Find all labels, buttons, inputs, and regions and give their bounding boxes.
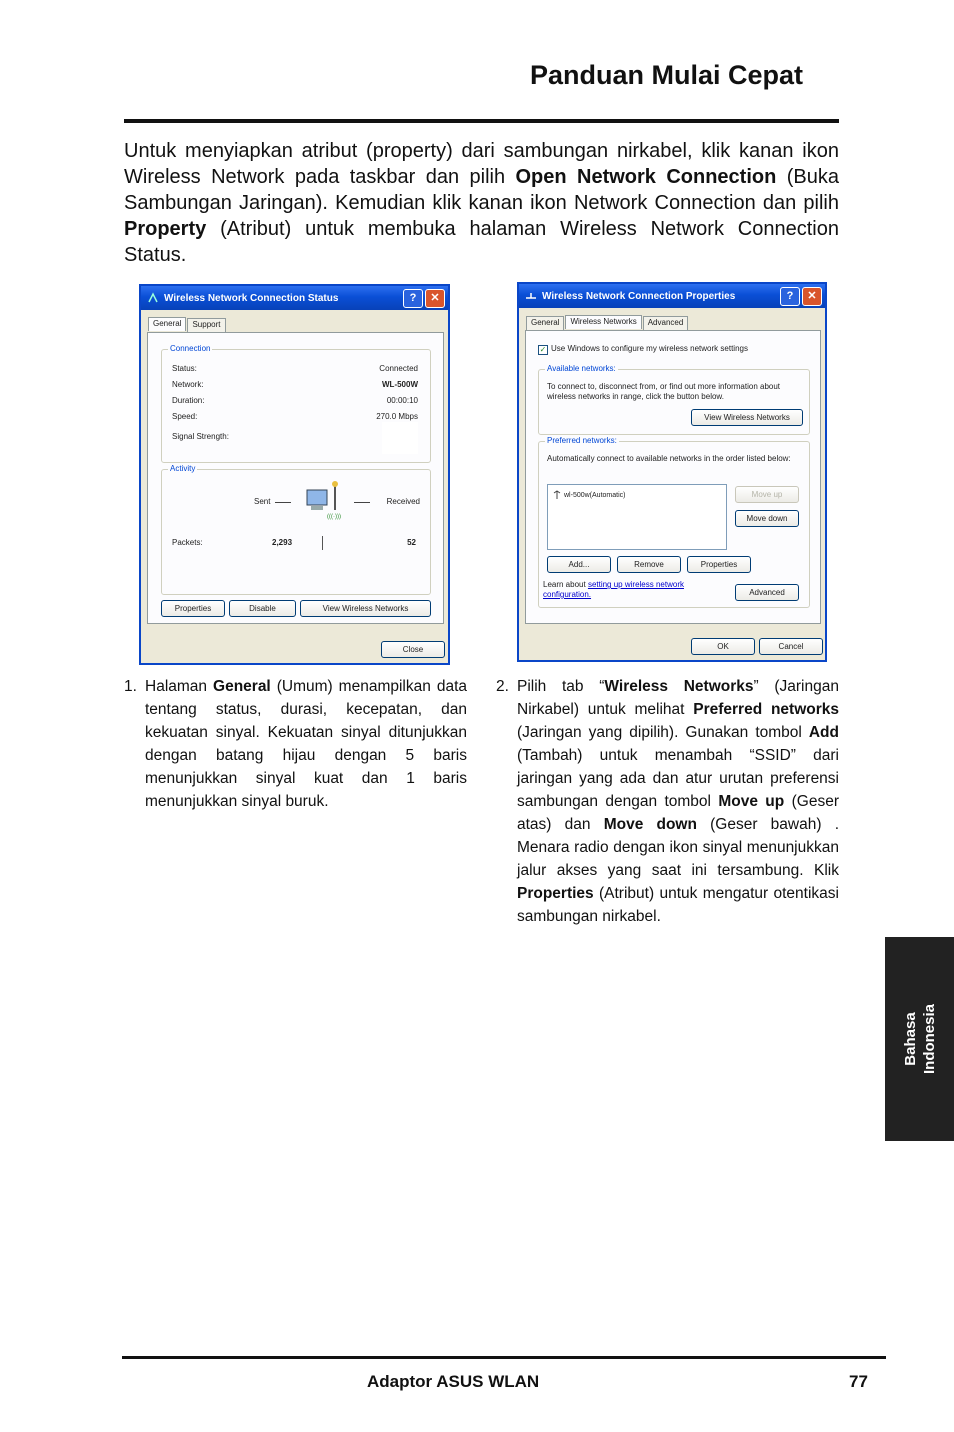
remove-button[interactable]: Remove [617,556,681,573]
advanced-button[interactable]: Advanced [735,584,799,601]
packets-sent-value: 2,293 [272,538,293,547]
status-window-title: Wireless Network Connection Status [164,292,339,304]
properties-window-titlebar [519,284,825,308]
duration-value: 00:00:10 [386,396,418,405]
caption-text: (Umum) menampilkan data tentang status, durasi, kecepatan, dan kekuatan sinyal. Kekuatan sinyal ditunjukkan dengan batang hijau dengan 5 baris menunjukkan sinyal kuat dan 1 baris menunjukkan sinyal buruk. [145,678,467,810]
signal-strength-label: Signal Strength: [172,432,229,441]
checkbox-label: Use Windows to configure my wireless network settings [551,344,748,353]
help-button[interactable]: ? [403,289,423,308]
wireless-icon [147,292,159,304]
caption-bold: Wireless Networks [604,678,754,695]
network-label: Network: [172,380,204,389]
page-title: Panduan Mulai Cepat [529,60,803,90]
footer-product: Adaptor ASUS WLAN [367,1372,540,1391]
status-window [139,284,450,665]
status-panel [147,332,444,624]
sent-label: Sent [254,497,271,506]
disable-button[interactable]: Disable [229,600,296,617]
tab-support[interactable]: Support [187,318,225,332]
wireless-networks-panel [525,330,821,624]
caption-bold: Move up [718,793,785,810]
intro-bold-property: Property [124,218,207,240]
cancel-button[interactable]: Cancel [759,638,823,655]
learn-about-text [543,580,723,600]
status-tabs [148,318,227,332]
view-wireless-networks-button[interactable]: View Wireless Networks [300,600,431,617]
received-line [354,502,370,503]
antenna-icon [553,490,561,500]
caption-bold: General [213,678,271,695]
preferred-networks-text: Automatically connect to available networks in the order listed below: [547,454,791,463]
learn-link[interactable]: setting up wireless network configuration. [543,580,684,599]
sent-line [275,502,291,503]
connection-group [161,344,431,463]
properties-window-title: Wireless Network Connection Properties [542,290,736,302]
packets-received-value: 52 [407,538,416,547]
caption-1 [124,675,467,813]
bottom-divider [122,1356,886,1359]
tab-wireless-networks[interactable]: Wireless Networks [565,315,641,329]
language-side-tab [885,937,954,1141]
status-label: Status: [172,364,197,373]
intro-text: Untuk menyiapkan atribut (property) dari sambungan nirkabel, klik kanan ikon Wireless Network pada taskbar dan pilih [124,140,839,188]
properties-button[interactable]: Properties [161,600,225,617]
caption-text: (Atribut) untuk mengatur otentikasi sambungan nirkabel. [517,885,839,925]
side-tab-line1: Bahasa [901,1012,919,1066]
caption-bold: Add [808,724,839,741]
caption-1-text [145,675,467,813]
intro-text: (Atribut) untuk membuka halaman Wireless Network Connection Status. [124,218,839,266]
close-button[interactable]: Close [381,641,445,658]
caption-text: (Tambah) untuk menambah “SSID” dari jaringan yang ada dan atur urutan preferensi sambungan dengan tombol [517,747,839,810]
side-tab-line2: Indonesia [920,1003,938,1075]
configure-checkbox[interactable]: ✓ [539,345,547,354]
properties-tabs [526,316,689,330]
network-value: WL-500W [382,380,418,389]
connection-group-label: Connection [170,344,211,353]
packets-divider [322,536,323,550]
tab-general[interactable]: General [148,317,186,331]
learn-prefix: Learn about [543,580,588,589]
caption-text: Pilih tab “ [517,678,605,695]
signal-strength-bars [382,422,418,454]
help-button[interactable]: ? [780,287,800,306]
status-value: Connected [379,364,418,373]
preferred-networks-label: Preferred networks: [547,436,617,445]
caption-text: (Geser bawah) . Menara radio dengan ikon sinyal menunjukkan jalur akses yang saat ini tersambung. Klik [517,816,840,879]
page-number: 77 [849,1372,868,1391]
close-icon[interactable]: ✕ [802,287,822,306]
top-divider [124,119,839,123]
caption-text: Halaman [145,678,214,695]
list-item-label: wl-500w(Automatic) [564,491,626,499]
available-networks-label: Available networks: [547,364,616,373]
caption-text: ” (Jaringan Nirkabel) untuk melihat [517,678,839,718]
caption-text: (Jaringan yang dipilih). Gunakan tombol [517,724,809,741]
caption-text: (Geser atas) dan [517,793,839,833]
caption-bold: Move down [603,816,697,833]
move-up-button[interactable]: Move up [735,486,799,503]
available-networks-text: To connect to, disconnect from, or find out more information about wireless networks in range, click the button below. [547,382,781,401]
caption-2-number: 2. [496,678,509,695]
caption-2-text [517,675,839,928]
status-window-titlebar [141,286,448,310]
activity-group-label: Activity [170,464,196,473]
tab-general[interactable]: General [526,316,564,330]
packets-label: Packets: [172,538,203,547]
move-down-button[interactable]: Move down [735,510,799,527]
preferred-networks-group [538,436,810,608]
network-activity-icon [299,480,347,522]
speed-label: Speed: [172,412,198,421]
activity-group [161,464,431,595]
speed-value: 270.0 Mbps [376,412,418,421]
svg-text:(((·))): (((·))) [327,514,341,520]
intro-paragraph [124,138,839,268]
network-icon [525,290,537,302]
add-button[interactable]: Add... [547,556,611,573]
close-icon[interactable]: ✕ [425,289,445,308]
ok-button[interactable]: OK [691,638,755,655]
preferred-networks-list[interactable] [547,484,727,550]
received-label: Received [386,497,420,506]
side-tab-text [901,1004,939,1074]
intro-bold-open-network: Open Network Connection [515,166,777,188]
intro-text: (Buka Sambungan Jaringan). Kemudian klik kanan ikon Network Connection dan pilih [124,166,839,214]
caption-1-number: 1. [124,678,137,695]
caption-bold: Properties [517,885,594,902]
properties-window [517,282,827,662]
duration-label: Duration: [172,396,205,405]
tab-advanced[interactable]: Advanced [643,316,689,330]
properties-button[interactable]: Properties [687,556,751,573]
caption-bold: Preferred networks [693,701,840,718]
available-networks-group [538,364,810,435]
list-item[interactable] [553,490,625,500]
view-wireless-networks-button[interactable]: View Wireless Networks [691,409,803,426]
caption-2 [496,675,839,928]
